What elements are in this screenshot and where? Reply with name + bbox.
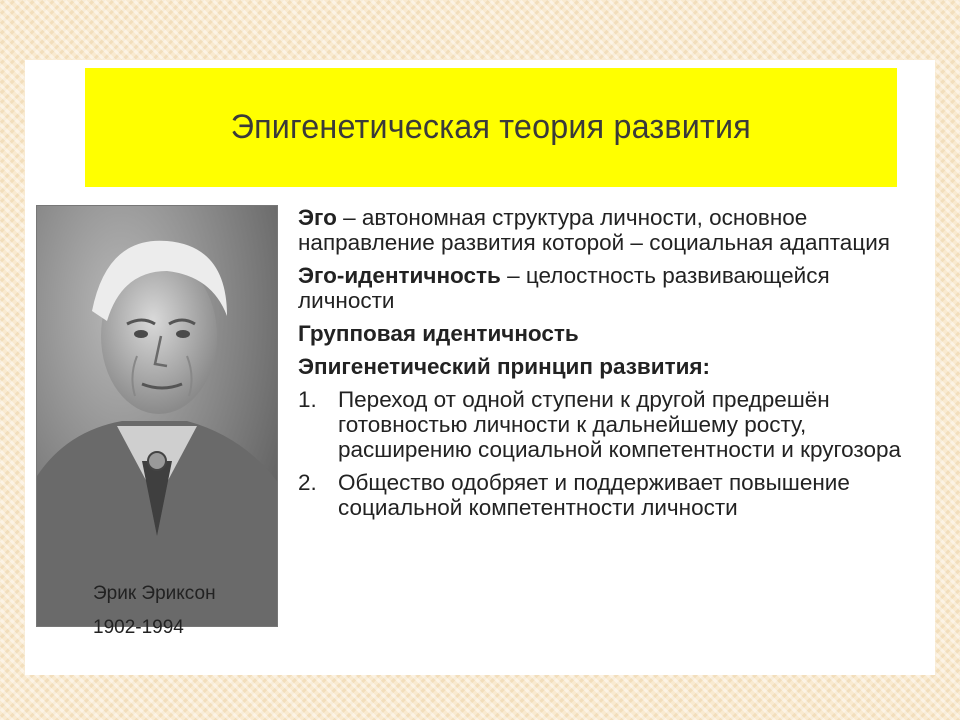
term-label: Групповая идентичность [298, 321, 579, 346]
portrait-image [37, 206, 277, 626]
term-label: Эго-идентичность [298, 263, 501, 288]
content-block [298, 205, 918, 528]
principle-item [298, 387, 918, 462]
term-text: целостность развивающейся личности [298, 263, 830, 313]
portrait-photo [36, 205, 278, 627]
title-banner [85, 68, 897, 187]
definition-ego [298, 205, 918, 255]
definition-epigenetic-principle [298, 354, 918, 379]
list-text: Переход от одной ступени к другой предрешён готовностью личности к дальнейшему росту, расширению социальной компетентности и кругозора [338, 387, 902, 462]
definition-group-identity [298, 321, 918, 346]
slide [25, 60, 935, 675]
principle-item [298, 470, 918, 520]
slide-title: Эпигенетическая теория развития [230, 108, 752, 146]
term-label: Эпигенетический принцип развития: [298, 354, 711, 379]
term-separator: – [500, 263, 526, 288]
list-text: Общество одобряет и поддерживает повышение социальной компетентности личности [338, 470, 850, 520]
term-separator: – [336, 205, 362, 230]
photo-caption-years: 1902-1994 [93, 617, 184, 638]
term-text: автономная структура личности, основное направление развития которой – социальная адаптация [298, 205, 890, 255]
definition-ego-identity [298, 263, 918, 313]
photo-caption-name: Эрик Эриксон [93, 583, 216, 604]
term-label: Эго [298, 205, 337, 230]
list-number: 1. [298, 387, 317, 412]
list-number: 2. [298, 470, 317, 495]
